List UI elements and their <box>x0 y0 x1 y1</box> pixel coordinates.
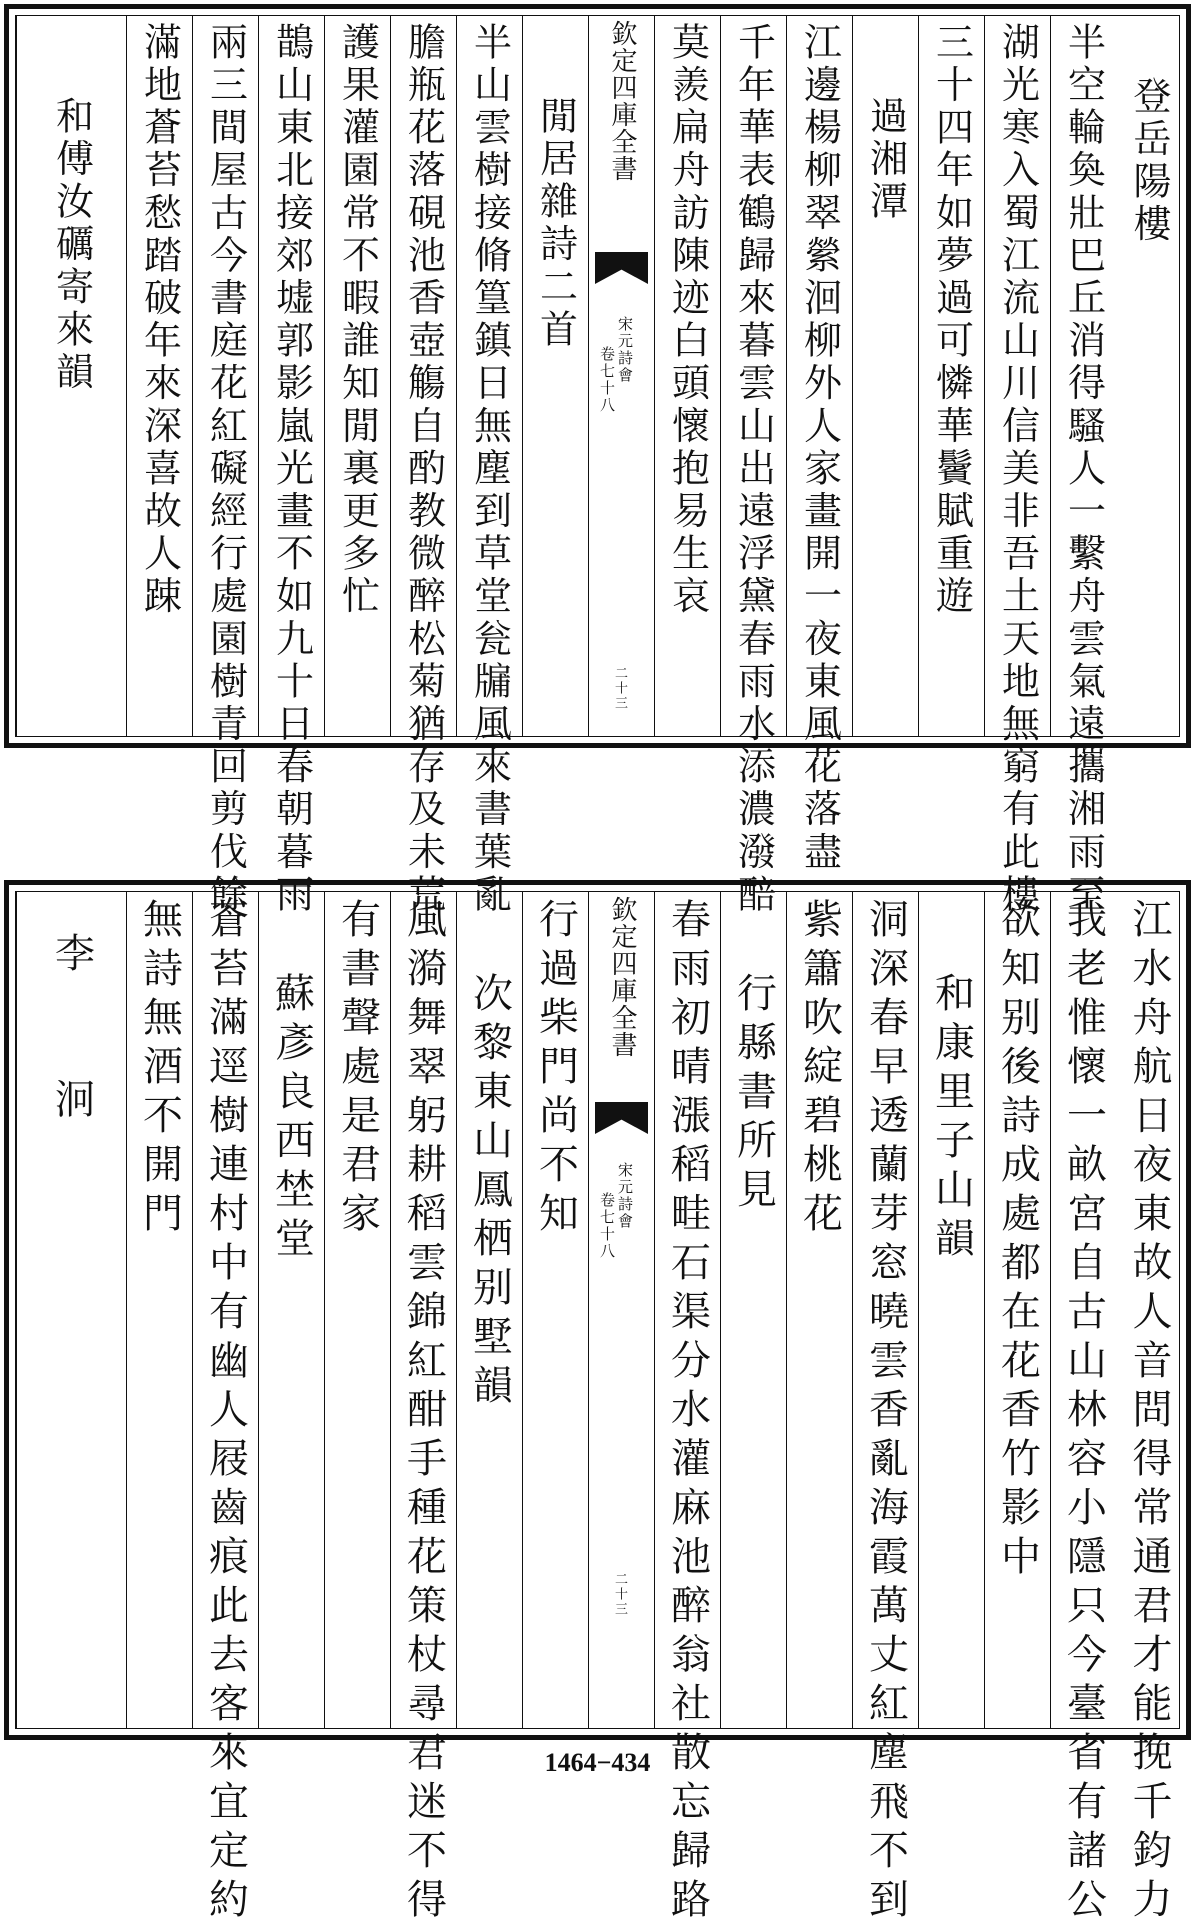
column-7 <box>720 16 786 917</box>
page-footer-number: 1464−434 <box>544 1748 651 1777</box>
column-3 <box>984 892 1050 1728</box>
poem-title: 和康里子山韻 <box>928 972 975 1266</box>
chapter-number: 卷七十八 <box>598 1192 616 1260</box>
volume-name: 宋元詩會 <box>616 316 634 384</box>
upper-page-frame <box>4 4 1191 917</box>
poem-line: 風漪舞翠躬耕稻雲錦紅酣手種花策杖尋君迷不得 <box>400 898 447 1927</box>
page-number: 二十三 <box>612 666 627 711</box>
fishtail-mark-upper <box>595 1102 648 1134</box>
author-name: 李 泂 <box>48 932 95 1148</box>
poem-line: 三十四年如夢過可憐華鬢賦重遊 <box>929 22 974 619</box>
column-5 <box>852 16 918 736</box>
page-number: 二十三 <box>612 1572 627 1617</box>
poem-title: 登岳陽樓 <box>1127 76 1171 247</box>
poem-title: 和傅汝礪寄來韻 <box>49 96 94 395</box>
column-1 <box>1116 892 1182 1927</box>
poem-line: 護果灌園常不暇誰知閒裏更多忙 <box>335 22 380 619</box>
column-13 <box>324 892 390 1728</box>
poem-line: 千年華表鶴歸來暮雲山出遠浮黛春雨水添濃潑醅 <box>731 22 776 917</box>
column-17 <box>16 892 126 1728</box>
book-title: 欽定四庫全書 <box>607 896 637 1058</box>
column-5 <box>852 892 918 1927</box>
poem-title: 行縣書所見 <box>730 972 777 1217</box>
column-8 <box>654 16 720 736</box>
column-10 <box>522 16 588 736</box>
poem-line: 紫簫吹綻碧桃花 <box>796 898 843 1241</box>
column-13 <box>324 16 390 736</box>
column-11 <box>456 16 522 917</box>
column-11 <box>456 892 522 1728</box>
poem-title: 蘇彥良西埜堂 <box>268 972 315 1266</box>
column-7 <box>720 892 786 1728</box>
poem-line: 欲知别後詩成處都在花香竹影中 <box>994 898 1041 1584</box>
poem-title: 次黎東山鳳栖别墅韻 <box>466 972 513 1413</box>
column-4 <box>918 892 984 1728</box>
column-6 <box>786 892 852 1728</box>
column-14 <box>258 892 324 1728</box>
column-6 <box>786 16 852 874</box>
center-gutter <box>588 16 654 736</box>
column-4 <box>918 16 984 736</box>
chapter-number: 卷七十八 <box>598 346 616 414</box>
column-17 <box>16 16 126 736</box>
column-3 <box>984 16 1050 917</box>
column-15 <box>192 892 258 1927</box>
column-16 <box>126 892 192 1728</box>
poem-line: 膽瓶花落硯池香壺觴自酌教微醉松菊猶存及未荒 <box>401 22 446 917</box>
poem-line: 江水舟航日夜東故人音問得常通君才能挽千鈞力 <box>1126 898 1172 1927</box>
poem-line: 兩三間屋古今書庭花紅礙經行處園樹青回剪伐餘 <box>203 22 248 917</box>
poem-title: 閒居雜詩二首 <box>533 96 578 352</box>
poem-title: 過湘潭 <box>863 96 908 224</box>
poem-line: 半山雲樹接脩篁鎮日無塵到草堂瓮牖風來書葉亂 <box>467 22 512 917</box>
poem-line: 莫羨扁舟訪陳迹白頭懷抱易生哀 <box>665 22 710 619</box>
column-10 <box>522 892 588 1728</box>
book-title: 欽定四庫全書 <box>607 20 637 182</box>
upper-page <box>0 0 1195 917</box>
poem-line: 春雨初晴漲稻畦石渠分水灌麻池醉翁社散忘歸路 <box>664 898 711 1927</box>
fishtail-mark-upper <box>595 252 648 284</box>
center-gutter <box>588 892 654 1728</box>
upper-column-grid <box>15 15 1180 917</box>
poem-line: 江邊楊柳翠縈洄柳外人家畫開一夜東風花落盡 <box>797 22 842 874</box>
poem-line: 行過柴門尚不知 <box>532 898 579 1241</box>
column-16 <box>126 16 192 736</box>
column-2 <box>1050 16 1116 917</box>
column-8 <box>654 892 720 1927</box>
poem-line: 鵲山東北接郊墟郭影嵐光畫不如九十日春朝暮雨 <box>269 22 314 917</box>
column-15 <box>192 16 258 917</box>
poem-line: 有書聲處是君家 <box>334 898 381 1241</box>
poem-line: 我老惟懷一畝宮自古山林容小隱只今臺省有諸公 <box>1060 898 1107 1927</box>
poem-line: 滿地蒼苔愁踏破年來深喜故人踈 <box>137 22 182 619</box>
poem-line: 湖光寒入蜀江流山川信美非吾土天地無窮有此樓 <box>995 22 1040 917</box>
poem-line: 半空輪奐壯巴丘消得騷人一繫舟雲氣遠攜湘雨至 <box>1061 22 1106 917</box>
column-12 <box>390 892 456 1927</box>
column-1 <box>1116 16 1182 736</box>
poem-line: 蒼苔滿逕樹連村中有幽人屐齒痕此去客來宜定約 <box>202 898 249 1927</box>
column-2 <box>1050 892 1116 1927</box>
column-12 <box>390 16 456 917</box>
volume-name: 宋元詩會 <box>616 1162 634 1230</box>
poem-line: 洞深春早透蘭芽窓曉雲香亂海霞萬丈紅塵飛不到 <box>862 898 909 1927</box>
column-14 <box>258 16 324 917</box>
poem-line: 無詩無酒不開門 <box>136 898 183 1241</box>
